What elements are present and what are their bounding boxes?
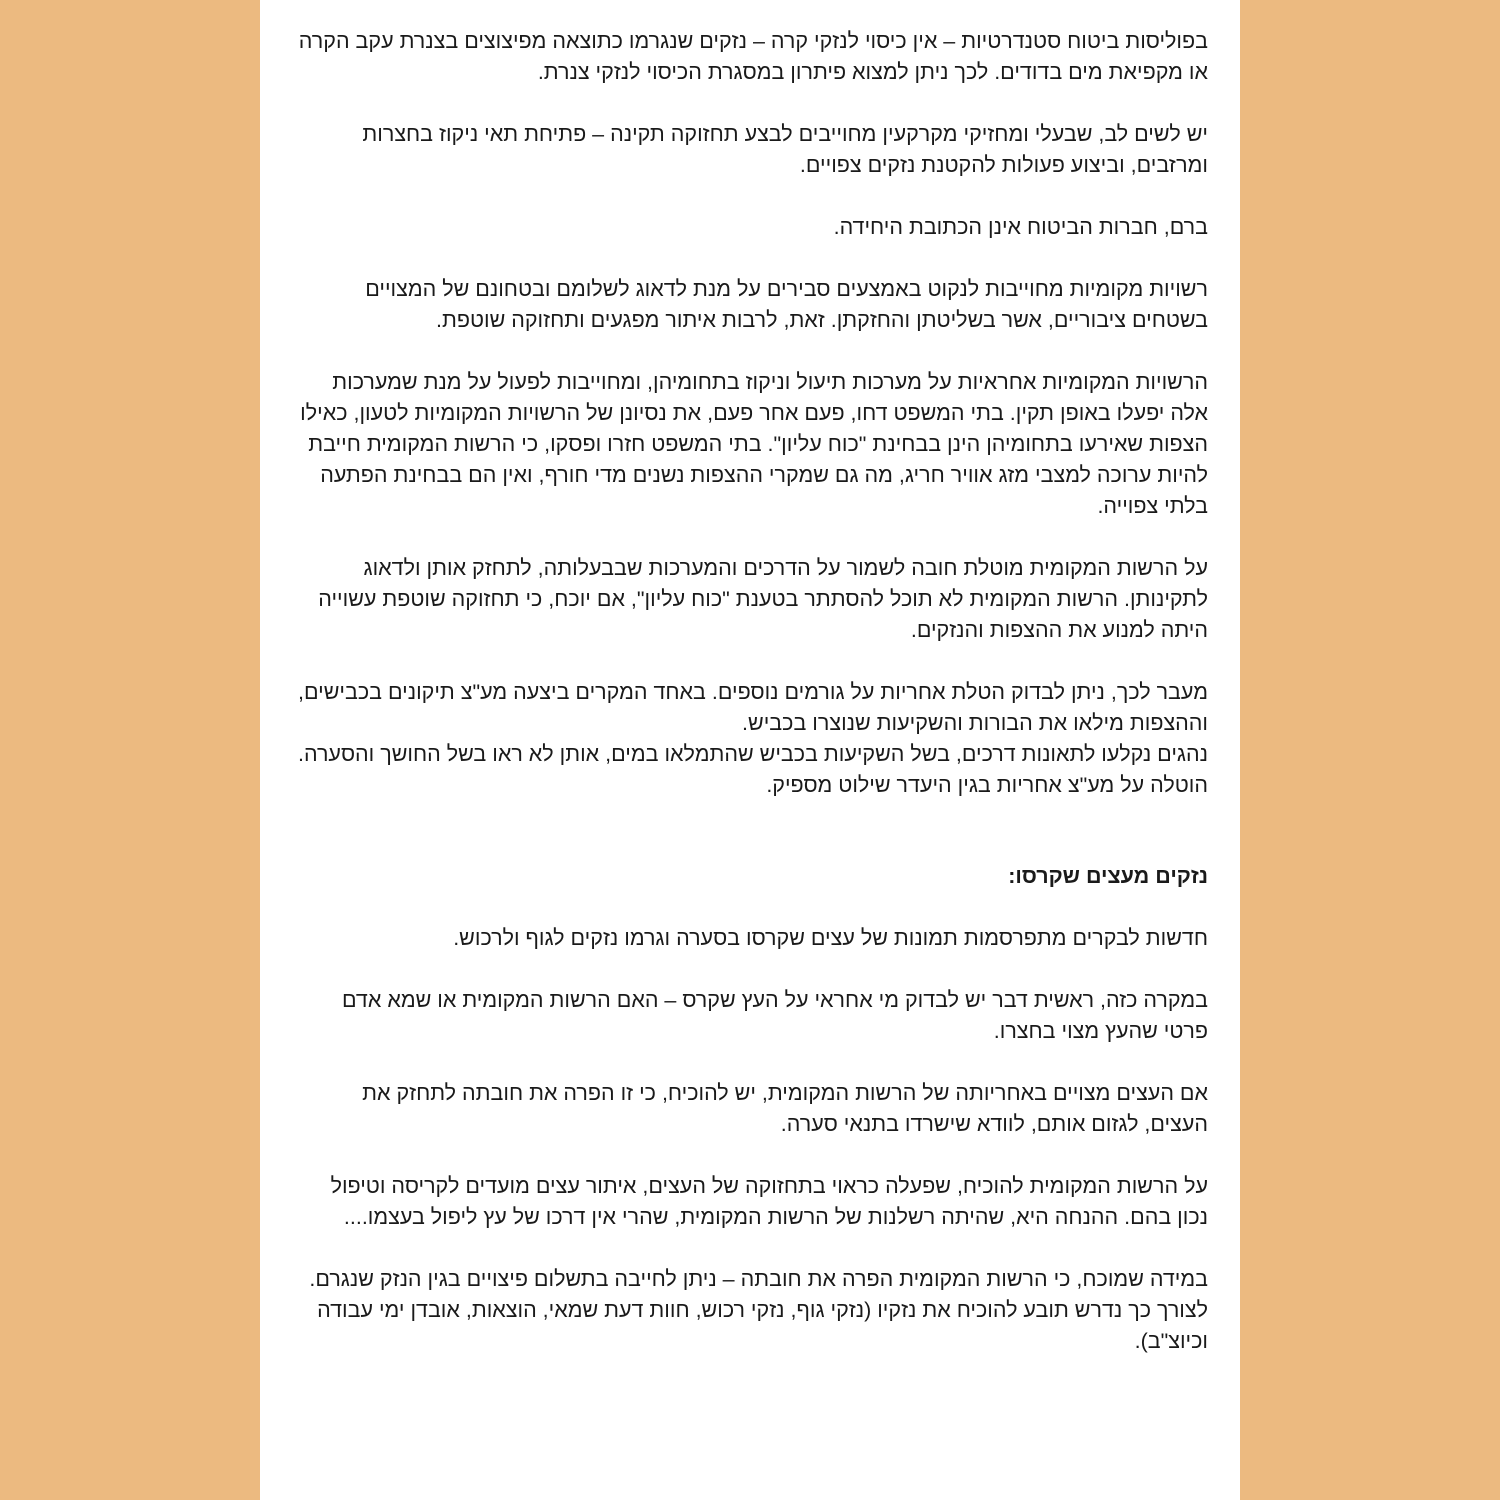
paragraph-force-majeure: על הרשות המקומית מוטלת חובה לשמור על הדרכים והמערכות שבבעלותה, לתחזק אותן ולדאוג לתקינותן. הרשות המקומית לא תוכל להסתתר בטענת "כוח עליון", אם יוכח, כי תחזוקה שוטפת עשוייה היתה למנוע את ההצפות והנזקים. bbox=[318, 556, 1208, 642]
document-body bbox=[296, 26, 1208, 1388]
paragraph-authority-trees: אם העצים מצויים באחריותה של הרשות המקומית, יש להוכיח, כי זו הפרה את חובתה לתחזק את העצים, לגזום אותם, לוודא שישרדו בתנאי סערה. bbox=[362, 1081, 1208, 1136]
paragraph-burden-of-proof: על הרשות המקומית להוכיח, שפעלה כראוי בתחזוקה של העצים, איתור עצים מועדים לקריסה וטיפול נכון בהם. ההנחה היא, שהיתה רשלנות של הרשות המקומית, שהרי אין דרכו של עץ ליפול בעצמו.... bbox=[330, 1174, 1208, 1229]
paragraph-compensation: במידה שמוכח, כי הרשות המקומית הפרה את חובתה – ניתן לחייבה בתשלום פיצויים בגין הנזק שנגרם. לצורך כך נדרש תובע להוכיח את נזקיו (נזקי גוף, נזקי רכוש, חוות דעת שמאי, הוצאות, אובדן ימי עבודה וכיוצ"ב). bbox=[309, 1267, 1208, 1353]
paragraph-insurance-not-only: ברם, חברות הביטוח אינן הכתובת היחידה. bbox=[833, 215, 1208, 239]
paragraph-local-authorities-duty: רשויות מקומיות מחוייבות לנקוט באמצעים סבירים על מנת לדאוג לשלומם ובטחונם של המצויים בשטחים ציבוריים, אשר בשליטתן והחזקתן. זאת, לרבות איתור מפגעים ותחזוקה שוטפת. bbox=[365, 277, 1208, 332]
paragraph-road-accidents: נהגים נקלעו לתאונות דרכים, בשל השקיעות בכביש שהתמלאו במים, אותן לא ראו בשל החושך והסערה. הוטלה על מע"צ אחריות בגין היעדר שילוט מספיק. bbox=[297, 742, 1208, 797]
paragraph-drainage-responsibility: הרשויות המקומיות אחראיות על מערכות תיעול וניקוז בתחומיהן, ומחוייבות לפעול על מנת שמערכות אלה יפעלו באופן תקין. בתי המשפט דחו, פעם אחר פעם, את נסיונן של הרשויות המקומיות לטעון, כאילו הצפות שאירעו בתחומיהן הינן בבחינת "כוח עליון". בתי המשפט חזרו ופסקו, כי הרשות המקומית חייבת להיות ערוכה למצבי מזג אוויר חריג, מה גם שמקרי ההצפות נשנים מדי חורף, ואין הם בבחינת הפתעה בלתי צפוייה. bbox=[300, 370, 1208, 518]
document-page bbox=[260, 0, 1240, 1500]
paragraph-pipe-damage: בפוליסות ביטוח סטנדרטיות – אין כיסוי לנזקי קרה – נזקים שנגרמו כתוצאה מפיצוצים בצנרת עקב הקרה או מקפיאת מים בדודים. לכך ניתן למצוא פיתרון במסגרת הכיסוי לנזקי צנרת. bbox=[298, 29, 1208, 84]
paragraph-who-responsible: במקרה כזה, ראשית דבר יש לבדוק מי אחראי על העץ שקרס – האם הרשות המקומית או שמא אדם פרטי שהעץ מצוי בחצרו. bbox=[341, 988, 1208, 1043]
paragraph-tree-news: חדשות לבקרים מתפרסמות תמונות של עצים שקרסו בסערה וגרמו נזקים לגוף ולרכוש. bbox=[453, 926, 1208, 950]
paragraph-additional-liability: מעבר לכך, ניתן לבדוק הטלת אחריות על גורמים נוספים. באחד המקרים ביצעה מע"צ תיקונים בכבישים, וההצפות מילאו את הבורות והשקיעות שנוצרו בכביש. bbox=[298, 680, 1208, 735]
section-heading-fallen-trees: נזקים מעצים שקרסו: bbox=[1008, 864, 1208, 888]
paragraph-owner-maintenance: יש לשים לב, שבעלי ומחזיקי מקרקעין מחוייבים לבצע תחזוקה תקינה – פתיחת תאי ניקוז בחצרות ומרזבים, וביצוע פעולות להקטנת נזקים צפויים. bbox=[362, 122, 1208, 177]
